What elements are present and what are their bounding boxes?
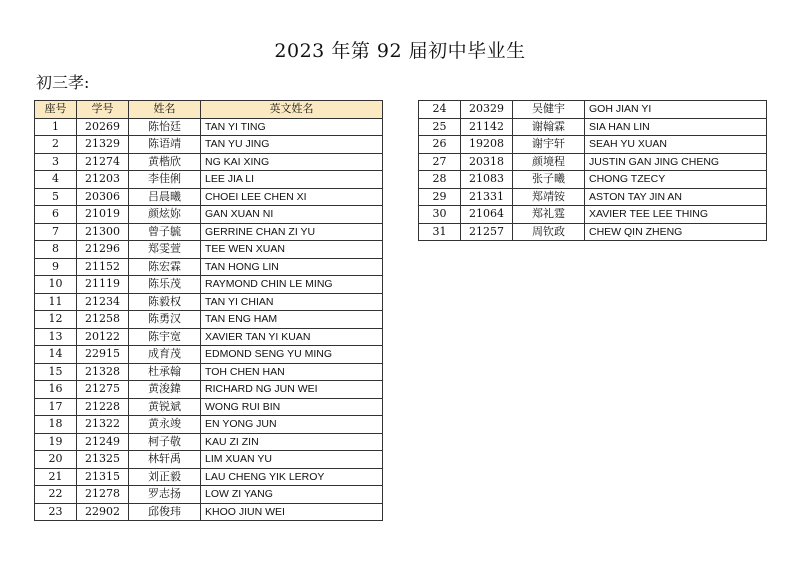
- english-name-cell: ASTON TAY JIN AN: [585, 188, 767, 206]
- table-row: [419, 188, 767, 206]
- english-name-cell: WONG RUI BIN: [201, 398, 383, 416]
- table-row: [35, 258, 383, 276]
- english-name-cell: LOW ZI YANG: [201, 486, 383, 504]
- seat-no-cell: 30: [419, 206, 461, 224]
- student-id-cell: 20306: [77, 188, 129, 206]
- chinese-name-cell: 陈勇汉: [129, 311, 201, 329]
- header-student-id: 学号: [77, 101, 129, 119]
- english-name-cell: KAU ZI ZIN: [201, 433, 383, 451]
- table-header-row: [35, 101, 383, 119]
- english-name-cell: TEE WEN XUAN: [201, 241, 383, 259]
- student-id-cell: 21258: [77, 311, 129, 329]
- seat-no-cell: 2: [35, 136, 77, 154]
- english-name-cell: CHEW QIN ZHENG: [585, 223, 767, 241]
- table-row: [419, 101, 767, 119]
- seat-no-cell: 8: [35, 241, 77, 259]
- seat-no-cell: 10: [35, 276, 77, 294]
- chinese-name-cell: 谢翰霖: [513, 118, 585, 136]
- student-id-cell: 21203: [77, 171, 129, 189]
- english-name-cell: JUSTIN GAN JING CHENG: [585, 153, 767, 171]
- english-name-cell: CHONG TZECY: [585, 171, 767, 189]
- student-id-cell: 20122: [77, 328, 129, 346]
- seat-no-cell: 20: [35, 451, 77, 469]
- table-row: [35, 398, 383, 416]
- english-name-cell: EDMOND SENG YU MING: [201, 346, 383, 364]
- chinese-name-cell: 黄永竣: [129, 416, 201, 434]
- student-id-cell: 21315: [77, 468, 129, 486]
- table-row: [419, 153, 767, 171]
- table-row: [419, 223, 767, 241]
- seat-no-cell: 27: [419, 153, 461, 171]
- chinese-name-cell: 罗志扬: [129, 486, 201, 504]
- table-row: [35, 451, 383, 469]
- table-row: [419, 118, 767, 136]
- chinese-name-cell: 李佳俐: [129, 171, 201, 189]
- seat-no-cell: 13: [35, 328, 77, 346]
- chinese-name-cell: 黄楷欣: [129, 153, 201, 171]
- chinese-name-cell: 吕晨曦: [129, 188, 201, 206]
- table-row: [419, 206, 767, 224]
- chinese-name-cell: 郑礼霆: [513, 206, 585, 224]
- student-id-cell: 21328: [77, 363, 129, 381]
- chinese-name-cell: 颜境程: [513, 153, 585, 171]
- chinese-name-cell: 陈怡廷: [129, 118, 201, 136]
- student-id-cell: 21019: [77, 206, 129, 224]
- seat-no-cell: 22: [35, 486, 77, 504]
- table-row: [35, 223, 383, 241]
- seat-no-cell: 11: [35, 293, 77, 311]
- class-label: 初三孝:: [36, 73, 90, 92]
- english-name-cell: LIM XUAN YU: [201, 451, 383, 469]
- table-row: [35, 171, 383, 189]
- student-id-cell: 21257: [461, 223, 513, 241]
- english-name-cell: TAN YI TING: [201, 118, 383, 136]
- chinese-name-cell: 陈乐茂: [129, 276, 201, 294]
- table-row: [35, 153, 383, 171]
- student-id-cell: 21331: [461, 188, 513, 206]
- english-name-cell: XAVIER TAN YI KUAN: [201, 328, 383, 346]
- student-id-cell: 21325: [77, 451, 129, 469]
- english-name-cell: NG KAI XING: [201, 153, 383, 171]
- seat-no-cell: 4: [35, 171, 77, 189]
- student-id-cell: 21152: [77, 258, 129, 276]
- chinese-name-cell: 陈宏霖: [129, 258, 201, 276]
- header-name: 姓名: [129, 101, 201, 119]
- student-id-cell: 21329: [77, 136, 129, 154]
- table-row: [35, 188, 383, 206]
- chinese-name-cell: 颜炫妳: [129, 206, 201, 224]
- english-name-cell: TAN YI CHIAN: [201, 293, 383, 311]
- table-row: [35, 206, 383, 224]
- seat-no-cell: 18: [35, 416, 77, 434]
- chinese-name-cell: 黄锐斌: [129, 398, 201, 416]
- student-id-cell: 21083: [461, 171, 513, 189]
- chinese-name-cell: 陈语靖: [129, 136, 201, 154]
- seat-no-cell: 15: [35, 363, 77, 381]
- table-row: [35, 241, 383, 259]
- english-name-cell: GAN XUAN NI: [201, 206, 383, 224]
- table-row: [35, 363, 383, 381]
- student-id-cell: 19208: [461, 136, 513, 154]
- roster-table-left: [34, 100, 383, 521]
- seat-no-cell: 28: [419, 171, 461, 189]
- seat-no-cell: 14: [35, 346, 77, 364]
- table-row: [35, 416, 383, 434]
- chinese-name-cell: 郑靖铵: [513, 188, 585, 206]
- seat-no-cell: 25: [419, 118, 461, 136]
- student-id-cell: 21275: [77, 381, 129, 399]
- student-id-cell: 21322: [77, 416, 129, 434]
- page-title: 2023 年第 92 届初中毕业生: [274, 40, 526, 62]
- chinese-name-cell: 邱俊玮: [129, 503, 201, 521]
- table-row: [35, 468, 383, 486]
- seat-no-cell: 21: [35, 468, 77, 486]
- table-row: [419, 171, 767, 189]
- table-row: [35, 503, 383, 521]
- student-id-cell: 22915: [77, 346, 129, 364]
- student-id-cell: 21296: [77, 241, 129, 259]
- student-id-cell: 20269: [77, 118, 129, 136]
- seat-no-cell: 26: [419, 136, 461, 154]
- english-name-cell: LAU CHENG YIK LEROY: [201, 468, 383, 486]
- chinese-name-cell: 黄浚鍏: [129, 381, 201, 399]
- seat-no-cell: 5: [35, 188, 77, 206]
- student-id-cell: 21228: [77, 398, 129, 416]
- chinese-name-cell: 曾子毓: [129, 223, 201, 241]
- english-name-cell: TAN YU JING: [201, 136, 383, 154]
- english-name-cell: SEAH YU XUAN: [585, 136, 767, 154]
- table-row: [35, 118, 383, 136]
- english-name-cell: RAYMOND CHIN LE MING: [201, 276, 383, 294]
- student-id-cell: 21234: [77, 293, 129, 311]
- student-id-cell: 20329: [461, 101, 513, 119]
- seat-no-cell: 19: [35, 433, 77, 451]
- student-id-cell: 22902: [77, 503, 129, 521]
- table-row: [35, 136, 383, 154]
- chinese-name-cell: 张子曦: [513, 171, 585, 189]
- english-name-cell: TAN ENG HAM: [201, 311, 383, 329]
- english-name-cell: TAN HONG LIN: [201, 258, 383, 276]
- header-seat-no: 座号: [35, 101, 77, 119]
- english-name-cell: EN YONG JUN: [201, 416, 383, 434]
- seat-no-cell: 31: [419, 223, 461, 241]
- table-row: [35, 381, 383, 399]
- student-id-cell: 21278: [77, 486, 129, 504]
- student-id-cell: 21249: [77, 433, 129, 451]
- english-name-cell: LEE JIA LI: [201, 171, 383, 189]
- table-row: [35, 293, 383, 311]
- chinese-name-cell: 成育茂: [129, 346, 201, 364]
- chinese-name-cell: 刘正毅: [129, 468, 201, 486]
- seat-no-cell: 24: [419, 101, 461, 119]
- english-name-cell: KHOO JIUN WEI: [201, 503, 383, 521]
- student-id-cell: 20318: [461, 153, 513, 171]
- table-row: [35, 328, 383, 346]
- english-name-cell: GOH JIAN YI: [585, 101, 767, 119]
- table-row: [35, 276, 383, 294]
- chinese-name-cell: 吴健宇: [513, 101, 585, 119]
- seat-no-cell: 9: [35, 258, 77, 276]
- student-id-cell: 21142: [461, 118, 513, 136]
- chinese-name-cell: 陈毅权: [129, 293, 201, 311]
- seat-no-cell: 12: [35, 311, 77, 329]
- student-id-cell: 21274: [77, 153, 129, 171]
- table-row: [35, 311, 383, 329]
- english-name-cell: CHOEI LEE CHEN XI: [201, 188, 383, 206]
- table-row: [35, 346, 383, 364]
- chinese-name-cell: 陈宇宽: [129, 328, 201, 346]
- chinese-name-cell: 周钦政: [513, 223, 585, 241]
- seat-no-cell: 16: [35, 381, 77, 399]
- table-row: [35, 486, 383, 504]
- chinese-name-cell: 谢宇轩: [513, 136, 585, 154]
- english-name-cell: RICHARD NG JUN WEI: [201, 381, 383, 399]
- student-id-cell: 21064: [461, 206, 513, 224]
- seat-no-cell: 7: [35, 223, 77, 241]
- english-name-cell: SIA HAN LIN: [585, 118, 767, 136]
- seat-no-cell: 1: [35, 118, 77, 136]
- seat-no-cell: 17: [35, 398, 77, 416]
- student-id-cell: 21300: [77, 223, 129, 241]
- chinese-name-cell: 杜承翰: [129, 363, 201, 381]
- roster-table-right: [418, 100, 767, 241]
- english-name-cell: TOH CHEN HAN: [201, 363, 383, 381]
- student-id-cell: 21119: [77, 276, 129, 294]
- chinese-name-cell: 林轩禹: [129, 451, 201, 469]
- seat-no-cell: 23: [35, 503, 77, 521]
- table-row: [35, 433, 383, 451]
- seat-no-cell: 29: [419, 188, 461, 206]
- seat-no-cell: 6: [35, 206, 77, 224]
- table-row: [419, 136, 767, 154]
- english-name-cell: XAVIER TEE LEE THING: [585, 206, 767, 224]
- header-english-name: 英文姓名: [201, 101, 383, 119]
- english-name-cell: GERRINE CHAN ZI YU: [201, 223, 383, 241]
- chinese-name-cell: 柯子敬: [129, 433, 201, 451]
- chinese-name-cell: 郑雯萱: [129, 241, 201, 259]
- seat-no-cell: 3: [35, 153, 77, 171]
